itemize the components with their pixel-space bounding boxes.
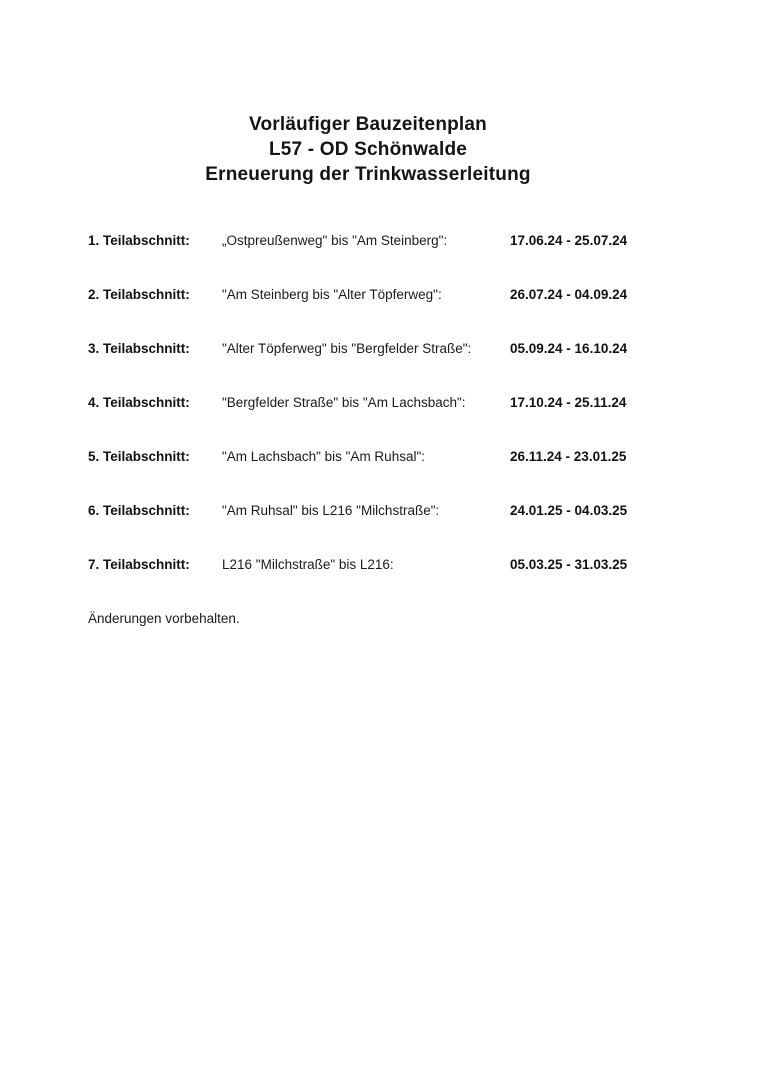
section-description: L216 "Milchstraße" bis L216: [222, 557, 394, 572]
schedule-row [88, 449, 648, 464]
schedule-row [88, 233, 648, 248]
schedule-row [88, 341, 648, 356]
section-description: "Am Ruhsal" bis L216 "Milchstraße": [222, 503, 440, 518]
section-dates: 26.11.24 - 23.01.25 [510, 449, 627, 464]
section-dates: 17.10.24 - 25.11.24 [510, 395, 627, 410]
schedule-list [88, 233, 648, 572]
title-line-2: L57 - OD Schönwalde [268, 139, 468, 160]
section-label: 5. Teilabschnitt: [88, 449, 190, 464]
document-title [88, 112, 648, 187]
section-label: 3. Teilabschnitt: [88, 341, 190, 356]
section-description: "Bergfelder Straße" bis "Am Lachsbach": [222, 395, 466, 410]
schedule-row [88, 287, 648, 302]
section-dates: 26.07.24 - 04.09.24 [510, 287, 628, 302]
section-description: "Am Lachsbach" bis "Am Ruhsal": [222, 449, 426, 464]
section-dates: 05.03.25 - 31.03.25 [510, 557, 628, 572]
section-description: "Alter Töpferweg" bis "Bergfelder Straße": [222, 341, 472, 356]
section-label: 4. Teilabschnitt: [88, 395, 190, 410]
section-dates: 17.06.24 - 25.07.24 [510, 233, 628, 248]
section-label: 2. Teilabschnitt: [88, 287, 190, 302]
section-dates: 05.09.24 - 16.10.24 [510, 341, 628, 356]
section-label: 1. Teilabschnitt: [88, 233, 190, 248]
schedule-row [88, 503, 648, 518]
section-label: 6. Teilabschnitt: [88, 503, 190, 518]
title-line-3: Erneuerung der Trinkwasserleitung [205, 164, 531, 185]
section-description: „Ostpreußenweg" bis "Am Steinberg": [222, 233, 448, 248]
footer-note: Änderungen vorbehalten. [88, 611, 240, 626]
section-description: "Am Steinberg bis "Alter Töpferweg": [222, 287, 442, 302]
schedule-row [88, 395, 648, 410]
schedule-row [88, 557, 648, 572]
title-line-1: Vorläufiger Bauzeitenplan [249, 114, 487, 135]
section-dates: 24.01.25 - 04.03.25 [510, 503, 628, 518]
section-label: 7. Teilabschnitt: [88, 557, 190, 572]
